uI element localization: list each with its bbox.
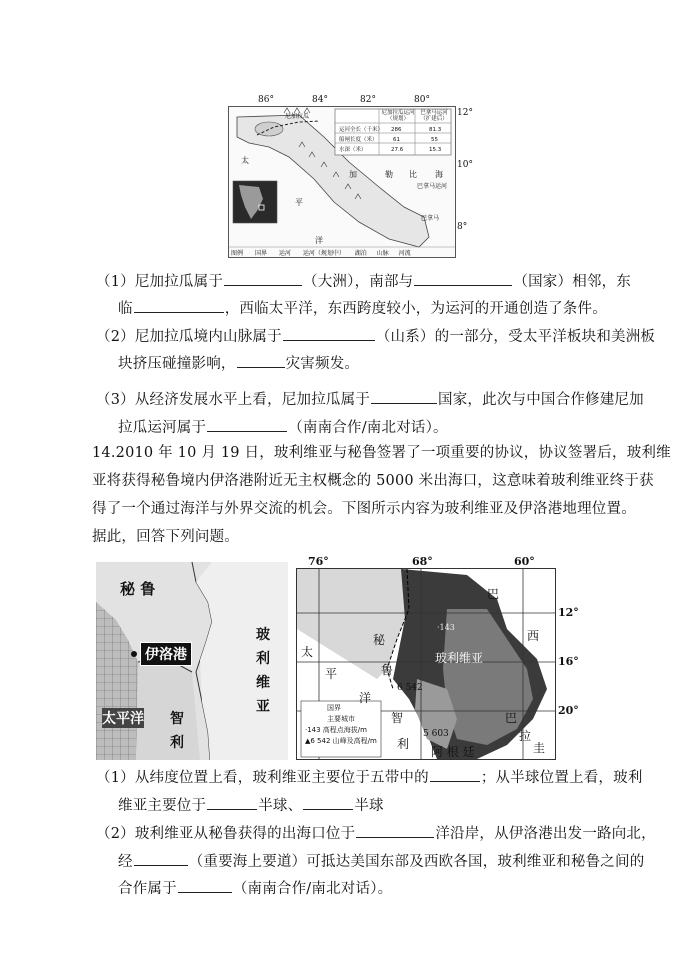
canal-table-row2-nic: 61 — [393, 137, 400, 143]
q13-4-text-b: 灾害频发。 — [285, 356, 360, 372]
ilo-label-chile-1: 智 — [170, 711, 184, 727]
bol-label-peak1: 6 542 — [397, 683, 423, 693]
ilo-label-pacific: 太平洋 — [102, 708, 144, 728]
bol-label-zhi: 智 — [391, 711, 404, 725]
q13-3-text-b: （山系）的一部分，受太平洋板块和美洲板 — [375, 329, 656, 345]
label-panama: 巴拿马 — [421, 215, 440, 222]
q14-para-line4: 据此，回答下列问题。 — [92, 529, 239, 545]
bol-label-argentina: 阿 根 廷 — [431, 745, 475, 759]
nic-lon-86: 86° — [258, 95, 274, 105]
bol-lon-68: 68° — [412, 555, 433, 568]
canal-table-row2-label: 船闸长度（米） — [339, 137, 378, 143]
bol-legend-elev: ·143 高程点海拔/m — [305, 726, 367, 734]
q13-2-blank-mountain[interactable] — [283, 326, 375, 341]
q14-line4 — [118, 851, 644, 872]
q13-1-blank-country[interactable] — [414, 271, 512, 286]
q13-6-text-a: 拉瓜运河属于 — [118, 420, 207, 436]
bol-label-ba1: 巴 — [487, 587, 500, 601]
q14-1-text-a: （1）从纬度位置上看，玻利维亚主要位于五带中的 — [96, 770, 429, 786]
q13-6-text-b: （南南合作/南北对话）。 — [288, 420, 448, 436]
canal-table-row1-nic: 286 — [391, 127, 402, 133]
q14-3-text-b: 洋沿岸，从伊洛港出发一路向北， — [435, 826, 656, 842]
ilo-label-chile-2: 利 — [170, 735, 184, 751]
bol-legend-border: 国界 — [327, 704, 341, 712]
bol-lon-76: 76° — [308, 555, 329, 568]
nic-legend-canal-planned: 运河（规划中） — [302, 250, 345, 257]
q13-1-blank-continent[interactable] — [224, 271, 302, 286]
bol-label-bolivia: 玻利维亚 — [435, 651, 484, 665]
label-panama-canal: 巴拿马运河 — [417, 183, 448, 190]
nic-lon-80: 80° — [414, 95, 430, 105]
q14-line5 — [118, 878, 392, 899]
q14-2-text-a: 维亚主要位于 — [118, 798, 207, 814]
nic-legend-title: 图例 — [231, 250, 244, 257]
q14-2-blank-waterway[interactable] — [134, 851, 188, 866]
bol-lat-16: 16° — [558, 655, 579, 668]
bol-legend — [305, 703, 377, 747]
q14-line3 — [96, 823, 656, 844]
q13-1-text-a: （1）尼加拉瓜属于 — [96, 274, 224, 290]
ilo-map — [96, 562, 288, 760]
label-yang: 洋 — [315, 236, 323, 245]
canal-table-row3-label: 水深（米） — [339, 147, 367, 153]
q14-4-text-b: （重要海上要道）可抵达美国东部及西欧各国，玻利维亚和秘鲁之间的 — [188, 854, 645, 870]
q14-para-line2: 亚将获得秘鲁境内伊洛港附近无主权概念的 5000 米出海口，这意味着玻利维亚终于获 — [92, 473, 654, 489]
q14-5-text-a: 合作属于 — [118, 881, 177, 897]
q13-line4 — [118, 353, 359, 374]
canal-table-row3-nic: 27.6 — [391, 147, 404, 153]
q13-line2 — [118, 298, 607, 319]
bol-lat-12: 12° — [558, 606, 579, 619]
q13-1-text-b: （大洲），南部与 — [303, 274, 414, 290]
bol-label-gui: 圭 — [533, 741, 546, 755]
q14-1-blank-hemisphere-1[interactable] — [207, 795, 257, 810]
label-hai: 海 — [435, 170, 443, 179]
nic-lat-12: 12° — [457, 108, 473, 118]
nic-legend — [231, 248, 411, 257]
q14-para-line1: 14.2010 年 10 月 19 日，玻利维亚与秘鲁签署了一项重要的协议，协议签署后，玻利维 — [92, 445, 671, 461]
q13-2-blank-disaster[interactable] — [237, 353, 285, 368]
ilo-label-peru: 秘 鲁 — [120, 580, 156, 598]
label-bi: 比 — [409, 170, 417, 179]
ilo-label-port: 伊洛港 — [140, 642, 192, 666]
canal-table-row3-pan: 15.3 — [429, 147, 442, 153]
bol-label-tai: 太 — [301, 645, 314, 659]
q13-3-blank-level[interactable] — [371, 389, 437, 404]
nic-lon-84: 84° — [312, 95, 328, 105]
bol-legend-city: 主要城市 — [327, 715, 355, 723]
ilo-label-bolivia-2: 利 — [256, 651, 270, 667]
nic-legend-mountain: 山脉 — [376, 250, 389, 257]
q14-2-blank-cooperation[interactable] — [178, 878, 232, 893]
bol-label-xi: 西 — [527, 629, 540, 643]
q14-1-blank-zone[interactable] — [430, 767, 480, 782]
q13-line5 — [96, 389, 644, 410]
nic-lon-82: 82° — [360, 95, 376, 105]
q14-2-blank-ocean[interactable] — [356, 823, 434, 838]
bol-label-lu: 鲁 — [381, 663, 394, 677]
label-jia: 加 — [349, 170, 357, 179]
bol-label-li: 利 — [397, 737, 410, 751]
canal-table-row1-pan: 81.3 — [429, 127, 442, 133]
q13-5-text-b: 国家，此次与中国合作修建尼加 — [438, 392, 644, 408]
bol-lon-60: 60° — [514, 555, 535, 568]
q13-2-text-a: 临 — [118, 301, 133, 317]
nicaragua-map — [228, 106, 456, 258]
q13-line1 — [96, 271, 631, 292]
q13-5-text-a: （3）从经济发展水平上看，尼加拉瓜属于 — [96, 392, 371, 408]
bol-legend-peak: ▲6 542 山峰及高程/m — [305, 737, 377, 745]
ilo-label-bolivia-4: 亚 — [256, 699, 270, 715]
q14-1-text-b: ；从半球位置上看，玻利 — [480, 770, 643, 786]
q14-line1 — [96, 767, 643, 788]
nic-lat-10: 10° — [457, 160, 473, 170]
ilo-label-bolivia-1: 玻 — [256, 627, 270, 643]
nic-legend-canal: 运河 — [278, 250, 291, 257]
q14-2-text-c: 半球 — [354, 798, 384, 814]
bol-label-yang: 洋 — [359, 691, 372, 705]
q13-3-blank-cooperation[interactable] — [207, 417, 287, 432]
bol-label-ba2: 巴 — [505, 711, 518, 725]
bol-label-bi: 秘 — [373, 633, 386, 647]
ilo-label-bolivia-3: 维 — [256, 675, 270, 691]
bolivia-map — [296, 568, 556, 760]
q14-line2 — [118, 795, 384, 816]
canal-table-row2-pan: 55 — [431, 137, 438, 143]
label-ping: 平 — [295, 198, 303, 207]
q13-2-text-b: ，西临太平洋，东西跨度较小，为运河的开通创造了条件。 — [224, 301, 607, 317]
q13-line6 — [118, 417, 448, 438]
q14-3-text-a: （2）玻利维亚从秘鲁获得的出海口位于 — [96, 826, 356, 842]
nic-legend-lake: 湖泊 — [354, 250, 367, 257]
label-nicaragua: 尼加拉瓜 — [285, 113, 310, 120]
nic-legend-river: 河流 — [398, 250, 411, 257]
q14-4-text-a: 经 — [118, 854, 133, 870]
bol-lat-20: 20° — [558, 704, 579, 717]
q14-para-line3: 得了一个通过海洋与外界交流的机会。下图所示内容为玻利维亚及伊洛港地理位置。 — [92, 501, 636, 517]
bol-label-ping: 平 — [325, 667, 338, 681]
bol-label-pt143: ·143 — [437, 623, 455, 632]
q14-1-blank-hemisphere-2[interactable] — [303, 795, 353, 810]
label-tai: 太 — [241, 156, 249, 165]
q13-line3 — [96, 326, 655, 347]
q14-2-text-b: 半球、 — [258, 798, 303, 814]
q14-5-text-b: （南南合作/南北对话）。 — [232, 881, 393, 897]
canal-table-header-pan: 巴拿马运河（扩建后） — [420, 110, 448, 122]
nic-legend-border: 国界 — [254, 250, 267, 257]
q13-1-blank-sea[interactable] — [134, 298, 224, 313]
nic-lat-8: 8° — [457, 222, 468, 232]
bol-label-la: 拉 — [519, 729, 532, 743]
label-le: 勒 — [385, 170, 393, 179]
q13-3-text-a: （2）尼加拉瓜境内山脉属于 — [96, 329, 282, 345]
bol-label-peak2: 5 603 — [423, 729, 449, 739]
q13-4-text-a: 块挤压碰撞影响， — [118, 356, 236, 372]
q13-1-text-c: （国家）相邻，东 — [513, 274, 631, 290]
canal-table-header-nic: 尼加拉瓜运河（规划） — [381, 110, 415, 122]
canal-table-row1-label: 运河全长（千米） — [339, 127, 384, 133]
